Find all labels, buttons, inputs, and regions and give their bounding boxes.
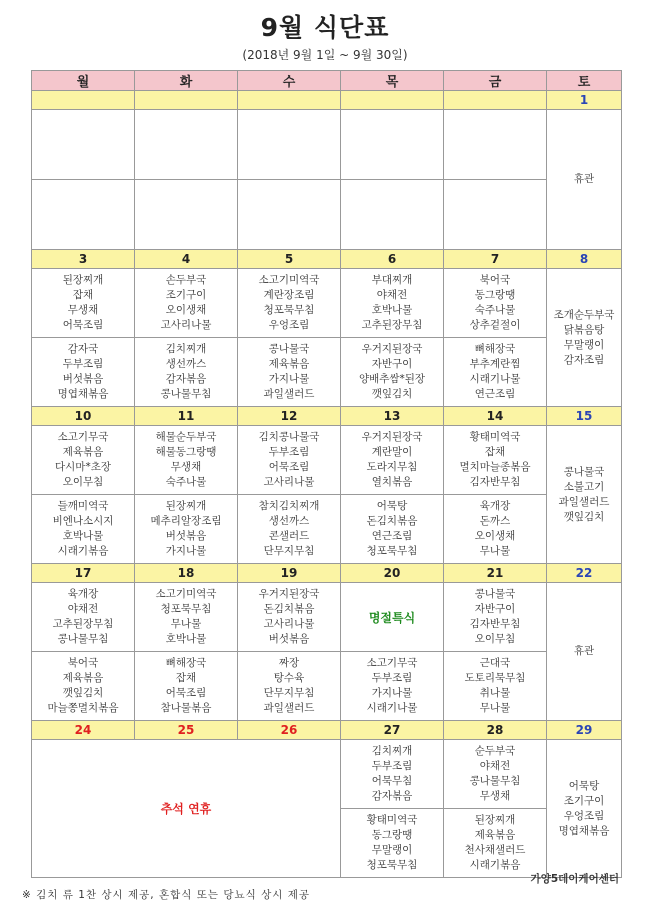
page-title: 9월 식단표 bbox=[260, 13, 390, 42]
menu-item: 무생채 bbox=[67, 304, 99, 316]
menu-item: 자반구이 bbox=[474, 603, 516, 615]
lunch-cell bbox=[238, 426, 341, 495]
menu-item: 단무지무침 bbox=[263, 545, 315, 557]
menu-item: 고추된장무침 bbox=[52, 618, 114, 630]
menu-item: 두부조림 bbox=[62, 358, 104, 370]
weekday-1: 화 bbox=[135, 71, 238, 91]
lunch-row bbox=[32, 583, 622, 652]
menu-item: 잡채 bbox=[175, 672, 197, 684]
menu-item: 시래기볶음 bbox=[57, 545, 109, 557]
snack-row bbox=[32, 338, 622, 407]
snack-cell bbox=[341, 495, 444, 564]
lunch-cell bbox=[444, 269, 547, 338]
weekday-5: 토 bbox=[547, 71, 622, 91]
date-cell: 4 bbox=[135, 250, 238, 269]
saturday-cell bbox=[547, 426, 622, 564]
menu-item: 명엽채볶음 bbox=[558, 824, 610, 837]
menu-item: 제육볶음 bbox=[62, 446, 104, 458]
snack-cell bbox=[444, 652, 547, 721]
menu-item: 메추리알장조림 bbox=[150, 515, 222, 527]
menu-item: 콘샐러드 bbox=[268, 530, 310, 542]
menu-item: 제육볶음 bbox=[62, 672, 104, 684]
date-cell: 11 bbox=[135, 407, 238, 426]
saturday-cell bbox=[547, 740, 622, 878]
menu-item: 무나물 bbox=[479, 702, 511, 714]
date-row bbox=[32, 407, 622, 426]
center-name: 가양5데이케어센터 bbox=[530, 873, 619, 885]
menu-item: 오이무침 bbox=[62, 476, 104, 488]
menu-item: 호박나물 bbox=[371, 304, 413, 316]
date-cell: 21 bbox=[444, 564, 547, 583]
menu-item: 고사리나물 bbox=[263, 618, 315, 630]
menu-item: 동그랑땡 bbox=[371, 829, 413, 841]
date-cell: 1 bbox=[547, 91, 622, 110]
menu-item: 휴관 bbox=[573, 645, 595, 657]
date-cell: 26 bbox=[238, 721, 341, 740]
menu-item: 무생채 bbox=[170, 461, 202, 473]
snack-cell bbox=[341, 809, 444, 878]
weekday-4: 금 bbox=[444, 71, 547, 91]
menu-item: 참치김치찌개 bbox=[258, 500, 320, 512]
menu-item: 감자볶음 bbox=[165, 373, 207, 385]
menu-item: 숙주나물 bbox=[474, 304, 516, 316]
menu-item: 감자조림 bbox=[563, 353, 605, 366]
menu-item: 고사리나물 bbox=[263, 476, 315, 488]
menu-item: 감자볶음 bbox=[371, 790, 413, 802]
snack-cell bbox=[444, 495, 547, 564]
weekday-2: 수 bbox=[238, 71, 341, 91]
lunch-cell bbox=[135, 110, 238, 180]
menu-item: 취나물 bbox=[479, 687, 511, 699]
menu-item: 비엔나소시지 bbox=[52, 515, 114, 527]
snack-cell bbox=[238, 338, 341, 407]
date-cell: 7 bbox=[444, 250, 547, 269]
lunch-cell bbox=[341, 426, 444, 495]
date-cell bbox=[341, 91, 444, 110]
date-cell: 29 bbox=[547, 721, 622, 740]
date-cell: 25 bbox=[135, 721, 238, 740]
menu-item: 가지나물 bbox=[371, 687, 413, 699]
menu-item: 콩나물국 bbox=[563, 465, 605, 478]
lunch-cell bbox=[341, 740, 444, 809]
lunch-cell bbox=[32, 269, 135, 338]
snack-cell bbox=[341, 180, 444, 250]
snack-cell bbox=[238, 652, 341, 721]
menu-item: 무나물 bbox=[479, 545, 511, 557]
date-cell bbox=[32, 91, 135, 110]
menu-item: 김치콩나물국 bbox=[258, 431, 320, 443]
meal-calendar bbox=[31, 70, 622, 878]
menu-item: 가지나물 bbox=[165, 545, 207, 557]
menu-item: 천사채샐러드 bbox=[464, 844, 526, 856]
lunch-cell bbox=[32, 426, 135, 495]
holiday-label: 추석 연휴 bbox=[32, 740, 341, 878]
menu-item: 야채전 bbox=[479, 760, 511, 772]
menu-item: 청포묵무침 bbox=[263, 304, 315, 316]
lunch-cell bbox=[238, 110, 341, 180]
menu-item: 두부조림 bbox=[371, 672, 413, 684]
lunch-cell bbox=[444, 583, 547, 652]
menu-item: 무생채 bbox=[479, 790, 511, 802]
menu-item: 과일샐러드 bbox=[558, 495, 610, 508]
menu-item: 가지나물 bbox=[268, 373, 310, 385]
menu-item: 소불고기 bbox=[563, 480, 605, 493]
menu-item: 근대국 bbox=[479, 657, 511, 669]
menu-item: 도토리묵무침 bbox=[464, 672, 526, 684]
lunch-row bbox=[32, 740, 622, 809]
menu-item: 잡채 bbox=[484, 446, 506, 458]
menu-item: 우엉조림 bbox=[268, 319, 310, 331]
menu-item: 된장찌개 bbox=[474, 814, 516, 826]
snack-cell bbox=[444, 809, 547, 878]
menu-item: 양배추쌈*된장 bbox=[358, 373, 426, 385]
date-cell: 24 bbox=[32, 721, 135, 740]
snack-row bbox=[32, 652, 622, 721]
snack-cell bbox=[32, 338, 135, 407]
lunch-cell bbox=[32, 583, 135, 652]
lunch-cell bbox=[444, 110, 547, 180]
lunch-cell bbox=[444, 426, 547, 495]
menu-item: 생선까스 bbox=[268, 515, 310, 527]
lunch-cell bbox=[444, 740, 547, 809]
date-cell bbox=[444, 91, 547, 110]
menu-item: 무나물 bbox=[170, 618, 202, 630]
menu-item: 도라지무침 bbox=[366, 461, 418, 473]
menu-item: 콩나물무침 bbox=[469, 775, 521, 787]
menu-item: 오이생채 bbox=[165, 304, 207, 316]
menu-item: 시래기나물 bbox=[469, 373, 521, 385]
snack-row bbox=[32, 180, 622, 250]
menu-item: 계란말이 bbox=[371, 446, 413, 458]
saturday-cell bbox=[547, 583, 622, 721]
lunch-cell bbox=[135, 426, 238, 495]
menu-item: 된장찌개 bbox=[165, 500, 207, 512]
menu-item: 콩나물무침 bbox=[57, 633, 109, 645]
menu-item: 마늘쫑멸치볶음 bbox=[47, 702, 119, 714]
menu-item: 김치찌개 bbox=[165, 343, 207, 355]
menu-item: 부대찌개 bbox=[371, 274, 413, 286]
menu-item: 뼈해장국 bbox=[165, 657, 207, 669]
menu-item: 무말랭이 bbox=[563, 338, 605, 351]
snack-row bbox=[32, 495, 622, 564]
date-row bbox=[32, 250, 622, 269]
menu-item: 손두부국 bbox=[165, 274, 207, 286]
menu-item: 해물순두부국 bbox=[155, 431, 217, 443]
menu-item: 돈까스 bbox=[479, 515, 511, 527]
date-row bbox=[32, 91, 622, 110]
menu-item: 김자반무침 bbox=[469, 476, 521, 488]
date-cell: 22 bbox=[547, 564, 622, 583]
menu-item: 야채전 bbox=[376, 289, 408, 301]
snack-cell bbox=[444, 180, 547, 250]
snack-cell bbox=[135, 495, 238, 564]
menu-item: 황태미역국 bbox=[469, 431, 521, 443]
lunch-row bbox=[32, 269, 622, 338]
menu-item: 콩나물무침 bbox=[160, 388, 212, 400]
date-cell: 8 bbox=[547, 250, 622, 269]
menu-item: 다시마*초장 bbox=[55, 461, 111, 473]
menu-item: 고사리나물 bbox=[160, 319, 212, 331]
menu-item: 제육볶음 bbox=[474, 829, 516, 841]
menu-item: 깻잎김치 bbox=[62, 687, 104, 699]
menu-item: 조기구이 bbox=[165, 289, 207, 301]
menu-item: 우엉조림 bbox=[563, 809, 605, 822]
menu-item: 버섯볶음 bbox=[165, 530, 207, 542]
snack-cell bbox=[238, 180, 341, 250]
menu-item: 상추겉절이 bbox=[469, 319, 521, 331]
menu-item: 조개순두부국 bbox=[553, 308, 615, 321]
menu-item: 된장찌개 bbox=[62, 274, 104, 286]
date-cell: 20 bbox=[341, 564, 444, 583]
menu-item: 뼈해장국 bbox=[474, 343, 516, 355]
menu-item: 소고기미역국 bbox=[155, 588, 217, 600]
menu-item: 제육볶음 bbox=[268, 358, 310, 370]
menu-item: 연근조림 bbox=[371, 530, 413, 542]
date-cell: 12 bbox=[238, 407, 341, 426]
menu-item: 북어국 bbox=[479, 274, 511, 286]
menu-item: 오이무침 bbox=[474, 633, 516, 645]
menu-item: 조기구이 bbox=[563, 794, 605, 807]
lunch-cell bbox=[32, 110, 135, 180]
menu-item: 청포묵무침 bbox=[366, 859, 418, 871]
saturday-cell bbox=[547, 110, 622, 250]
menu-item: 어묵탕 bbox=[376, 500, 408, 512]
saturday-cell bbox=[547, 269, 622, 407]
menu-item: 생선까스 bbox=[165, 358, 207, 370]
date-cell: 10 bbox=[32, 407, 135, 426]
menu-item: 김자반무침 bbox=[469, 618, 521, 630]
menu-item: 깻잎김치 bbox=[563, 510, 605, 523]
lunch-cell bbox=[341, 269, 444, 338]
menu-item: 버섯볶음 bbox=[62, 373, 104, 385]
menu-item: 고추된장무침 bbox=[361, 319, 423, 331]
date-cell: 18 bbox=[135, 564, 238, 583]
menu-item: 들깨미역국 bbox=[57, 500, 109, 512]
weekday-header bbox=[32, 71, 622, 91]
menu-item: 순두부국 bbox=[474, 745, 516, 757]
menu-item: 청포묵무침 bbox=[160, 603, 212, 615]
date-cell: 14 bbox=[444, 407, 547, 426]
menu-item: 짜장 bbox=[278, 657, 300, 669]
lunch-cell bbox=[135, 269, 238, 338]
menu-item: 콩나물국 bbox=[268, 343, 310, 355]
date-cell: 17 bbox=[32, 564, 135, 583]
special-meal: 명절특식 bbox=[341, 583, 444, 652]
menu-item: 깻잎김치 bbox=[371, 388, 413, 400]
lunch-cell bbox=[341, 110, 444, 180]
snack-cell bbox=[135, 180, 238, 250]
menu-item: 닭볶음탕 bbox=[563, 323, 605, 336]
snack-cell bbox=[238, 495, 341, 564]
lunch-cell bbox=[238, 269, 341, 338]
menu-item: 숙주나물 bbox=[165, 476, 207, 488]
menu-item: 과일샐러드 bbox=[263, 388, 315, 400]
menu-item: 어묵탕 bbox=[568, 779, 600, 792]
menu-item: 버섯볶음 bbox=[268, 633, 310, 645]
menu-item: 야채전 bbox=[67, 603, 99, 615]
date-cell: 27 bbox=[341, 721, 444, 740]
menu-item: 소고기무국 bbox=[57, 431, 109, 443]
snack-cell bbox=[341, 652, 444, 721]
menu-item: 돈김치볶음 bbox=[263, 603, 315, 615]
menu-item: 감자국 bbox=[67, 343, 99, 355]
date-row bbox=[32, 564, 622, 583]
menu-item: 단무지무침 bbox=[263, 687, 315, 699]
menu-item: 북어국 bbox=[67, 657, 99, 669]
menu-item: 자반구이 bbox=[371, 358, 413, 370]
lunch-cell bbox=[238, 583, 341, 652]
date-range: (2018년 9월 1일 ~ 9월 30일) bbox=[242, 48, 408, 62]
menu-item: 우거지된장국 bbox=[361, 431, 423, 443]
menu-item: 황태미역국 bbox=[366, 814, 418, 826]
menu-item: 무말랭이 bbox=[371, 844, 413, 856]
menu-item: 돈김치볶음 bbox=[366, 515, 418, 527]
menu-item: 해물동그랑땡 bbox=[155, 446, 217, 458]
snack-cell bbox=[32, 652, 135, 721]
menu-item: 두부조림 bbox=[268, 446, 310, 458]
menu-item: 멸치마늘종볶음 bbox=[459, 461, 531, 473]
date-cell: 6 bbox=[341, 250, 444, 269]
menu-item: 육개장 bbox=[67, 588, 99, 600]
menu-item: 시래기볶음 bbox=[469, 859, 521, 871]
footnote: ※ 김치 류 1찬 상시 제공, 혼합식 또는 당뇨식 상시 제공 bbox=[22, 889, 311, 901]
snack-cell bbox=[341, 338, 444, 407]
date-cell: 3 bbox=[32, 250, 135, 269]
menu-item: 어묵무침 bbox=[371, 775, 413, 787]
date-cell: 13 bbox=[341, 407, 444, 426]
menu-item: 두부조림 bbox=[371, 760, 413, 772]
menu-item: 우거지된장국 bbox=[361, 343, 423, 355]
menu-item: 과일샐러드 bbox=[263, 702, 315, 714]
menu-item: 시래기나물 bbox=[366, 702, 418, 714]
date-cell bbox=[238, 91, 341, 110]
menu-item: 잡채 bbox=[72, 289, 94, 301]
menu-item: 휴관 bbox=[573, 173, 595, 185]
menu-item: 부추계란찜 bbox=[469, 358, 521, 370]
weekday-3: 목 bbox=[341, 71, 444, 91]
menu-item: 열치볶음 bbox=[371, 476, 413, 488]
snack-cell bbox=[135, 652, 238, 721]
menu-item: 김치찌개 bbox=[371, 745, 413, 757]
date-row bbox=[32, 721, 622, 740]
menu-item: 어묵조림 bbox=[165, 687, 207, 699]
menu-item: 명엽채볶음 bbox=[57, 388, 109, 400]
menu-item: 호박나물 bbox=[165, 633, 207, 645]
date-cell: 15 bbox=[547, 407, 622, 426]
menu-item: 연근조림 bbox=[474, 388, 516, 400]
menu-item: 어묵조림 bbox=[268, 461, 310, 473]
snack-cell bbox=[32, 495, 135, 564]
date-cell: 28 bbox=[444, 721, 547, 740]
date-cell: 5 bbox=[238, 250, 341, 269]
date-cell bbox=[135, 91, 238, 110]
menu-item: 콩나물국 bbox=[474, 588, 516, 600]
snack-cell bbox=[135, 338, 238, 407]
lunch-row bbox=[32, 110, 622, 180]
lunch-row bbox=[32, 426, 622, 495]
menu-item: 참나물볶음 bbox=[160, 702, 212, 714]
menu-item: 육개장 bbox=[479, 500, 511, 512]
menu-item: 소고기미역국 bbox=[258, 274, 320, 286]
weekday-0: 월 bbox=[32, 71, 135, 91]
menu-item: 어묵조림 bbox=[62, 319, 104, 331]
snack-cell bbox=[444, 338, 547, 407]
menu-item: 탕수육 bbox=[273, 672, 305, 684]
menu-item: 소고기무국 bbox=[366, 657, 418, 669]
menu-item: 오이생채 bbox=[474, 530, 516, 542]
lunch-cell bbox=[135, 583, 238, 652]
menu-item: 우거지된장국 bbox=[258, 588, 320, 600]
date-cell: 19 bbox=[238, 564, 341, 583]
menu-item: 계란장조림 bbox=[263, 289, 315, 301]
menu-item: 청포묵무침 bbox=[366, 545, 418, 557]
menu-item: 동그랑땡 bbox=[474, 289, 516, 301]
snack-cell bbox=[32, 180, 135, 250]
menu-item: 호박나물 bbox=[62, 530, 104, 542]
